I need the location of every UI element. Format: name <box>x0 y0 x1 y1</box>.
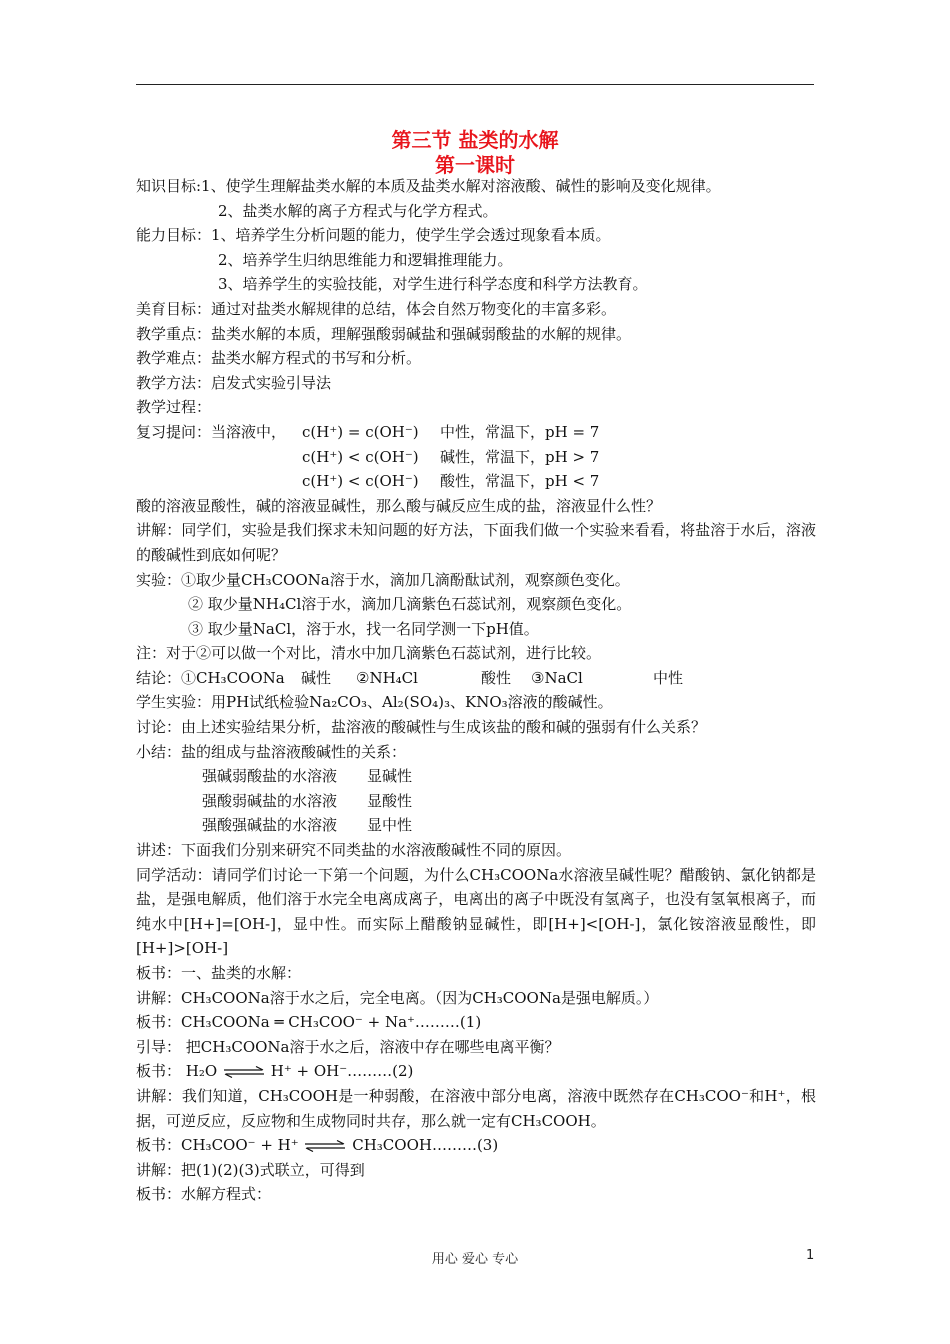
board-4-label: 板书：CH₃COO⁻ + H⁺ <box>136 1136 299 1155</box>
summary-row <box>136 813 816 838</box>
document-body <box>136 174 816 1207</box>
board-3 <box>136 1059 816 1084</box>
board-4-rest: CH₃COOH………(3) <box>352 1136 499 1155</box>
lecture-2: 讲解：CH₃COONa溶于水之后，完全电离。（因为CH₃COONa是强电解质。） <box>136 988 659 1007</box>
page-subtitle: 第一课时 <box>435 153 515 177</box>
summary-nature: 显碱性 <box>367 767 413 786</box>
activity-paragraph: 同学活动：请同学们讨论一下第一个问题，为什么CH₃COONa水溶液呈碱性呢？醋酸钠、氯化钠都是盐，是强电解质，他们溶于水完全电离成离子，电离出的离子中既没有氢离子，也没有氢氧根离子，而纯水中[H+]=[OH-]，显中性。而实际上醋酸钠显碱性，即[H+]<[OH-]，氯化铵溶液显酸性，即[H+]>[OH-] <box>136 865 816 958</box>
summary-label: 小结：盐的组成与盐溶液酸碱性的关系： <box>136 742 407 761</box>
board-4 <box>136 1133 816 1158</box>
review-condition: c(H⁺) < c(OH⁻) <box>302 447 419 466</box>
lecture-3: 讲解：我们知道，CH₃COOH是一种弱酸，在溶液中部分电离，溶液中既然存在CH₃COO⁻和H⁺，根据，可逆反应，反应物和生成物同时共存，那么就一定有CH₃COOH。 <box>136 1086 816 1130</box>
student-experiment: 学生实验：用PH试纸检验Na₂CO₃、Al₂(SO₄)₃、KNO₃溶液的酸碱性。 <box>136 693 613 712</box>
teaching-method: 教学方法：启发式实验引导法 <box>136 373 332 392</box>
review-row-1 <box>136 420 816 445</box>
page-number: 1 <box>806 1248 815 1263</box>
summary-salt: 强酸强碱盐的水溶液 <box>202 816 338 835</box>
footer-motto: 用心 爱心 专心 <box>431 1252 519 1267</box>
summary-row <box>136 764 816 789</box>
teaching-process: 教学过程： <box>136 398 212 417</box>
review-condition: c(H⁺) = c(OH⁻) <box>302 422 419 441</box>
review-condition: c(H⁺) < c(OH⁻) <box>302 472 419 491</box>
discussion-paragraph: 讨论：由上述实验结果分析，盐溶液的酸碱性与生成该盐的酸和碱的强弱有什么关系？ <box>136 718 707 737</box>
teaching-key-point: 教学重点：盐类水解的本质，理解强酸弱碱盐和强碱弱酸盐的水解的规律。 <box>136 324 632 343</box>
ability-objective-3: 3、培养学生的实验技能，对学生进行科学态度和科学方法教育。 <box>218 275 648 294</box>
equilibrium-arrow-icon <box>222 1066 266 1078</box>
summary-nature: 显酸性 <box>367 791 413 810</box>
conclusion-value-1: 碱性 <box>301 668 332 687</box>
conclusion-value-2: 酸性 <box>481 668 512 687</box>
experiment-2: ② 取少量NH₄Cl溶于水，滴加几滴紫色石蕊试剂，观察颜色变化。 <box>188 595 632 614</box>
guide-paragraph: 引导： 把CH₃COONa溶于水之后，溶液中存在哪些电离平衡？ <box>136 1037 560 1056</box>
conclusion-salt-3: ③NaCl <box>531 668 583 687</box>
narrate-paragraph: 讲述：下面我们分别来研究不同类盐的水溶液酸碱性不同的原因。 <box>136 841 572 860</box>
experiment-3: ③ 取少量NaCl，溶于水，找一名同学测一下pH值。 <box>188 619 539 638</box>
knowledge-objective-2: 2、盐类水解的离子方程式与化学方程式。 <box>218 201 498 220</box>
board-2: 板书：CH₃COONa ═ CH₃COO⁻ + Na⁺………(1) <box>136 1013 482 1032</box>
conclusion-value-3: 中性 <box>653 668 684 687</box>
knowledge-objective-1: 知识目标:1、使学生理解盐类水解的本质及盐类水解对溶液酸、碱性的影响及变化规律。 <box>136 177 721 195</box>
conclusion-salt-2: ②NH₄Cl <box>356 668 418 687</box>
summary-salt: 强酸弱碱盐的水溶液 <box>202 791 338 810</box>
board-5: 板书：水解方程式： <box>136 1185 272 1204</box>
review-row-3 <box>136 469 816 494</box>
board-3-label: 板书： H₂O <box>136 1062 218 1081</box>
conclusion-line <box>136 666 816 691</box>
aesthetic-objective: 美育目标：通过对盐类水解规律的总结，体会自然万物变化的丰富多彩。 <box>136 299 617 318</box>
note-paragraph: 注：对于②可以做一个对比，清水中加几滴紫色石蕊试剂，进行比较。 <box>136 644 602 663</box>
summary-salt: 强碱弱酸盐的水溶液 <box>202 767 338 786</box>
board-1: 板书：一、盐类的水解： <box>136 964 302 982</box>
review-row-2 <box>136 445 816 470</box>
teaching-difficulty: 教学难点：盐类水解方程式的书写和分析。 <box>136 349 422 368</box>
page-title: 第三节 盐类的水解 <box>391 128 559 152</box>
review-result: 碱性，常温下，pH > 7 <box>440 447 600 466</box>
review-label: 复习提问：当溶液中， <box>136 422 287 441</box>
ability-objective-2: 2、培养学生归纳思维能力和逻辑推理能力。 <box>218 250 513 269</box>
summary-row <box>136 789 816 814</box>
experiment-1: 实验：①取少量CH₃COONa溶于水，滴加几滴酚酞试剂，观察颜色变化。 <box>136 570 630 589</box>
lecture-4: 讲解：把(1)(2)(3)式联立，可得到 <box>136 1160 365 1179</box>
question-paragraph: 酸的溶液显酸性，碱的溶液显碱性，那么酸与碱反应生成的盐，溶液显什么性？ <box>136 496 662 515</box>
board-3-rest: H⁺ + OH⁻………(2) <box>270 1062 414 1081</box>
conclusion-label: 结论：①CH₃COONa <box>136 668 285 687</box>
summary-nature: 显中性 <box>367 816 413 835</box>
lecture-paragraph: 讲解：同学们，实验是我们探求未知问题的好方法，下面我们做一个实验来看看，将盐溶于水后，溶液的酸碱性到底如何呢？ <box>136 521 816 564</box>
review-result: 中性，常温下，pH = 7 <box>440 422 600 441</box>
ability-objective-1: 能力目标：1、培养学生分析问题的能力，使学生学会透过现象看本质。 <box>136 226 611 245</box>
header-rule <box>136 84 814 85</box>
equilibrium-arrow-icon <box>303 1140 347 1152</box>
review-result: 酸性，常温下，pH < 7 <box>440 472 600 491</box>
